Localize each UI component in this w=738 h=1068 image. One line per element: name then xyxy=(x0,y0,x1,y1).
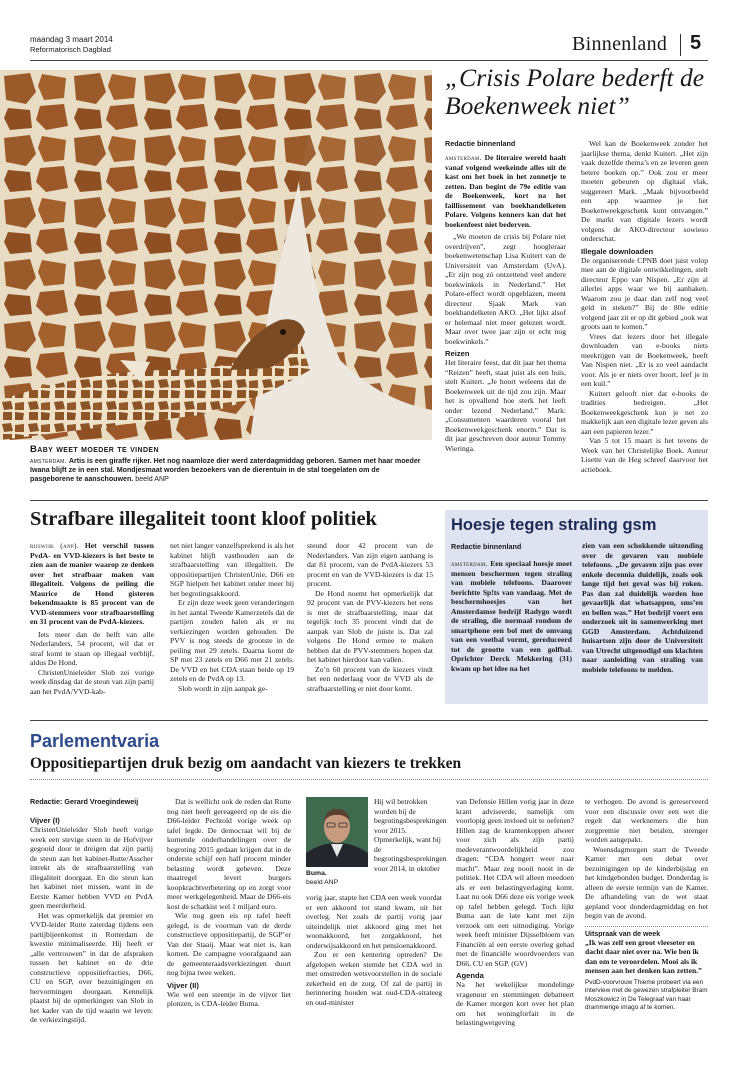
buma-caption-name: Buma. xyxy=(306,870,327,877)
parlementaria-paragraph: Het was opmerkelijk dat premier en VVD-leider Rutte zaterdag tijdens een partijbijeenkomst in Rotterdam de kwestie minimaliseerde. Hij heeft er „alle vertrouwen” in dat de afspraken tussen het kabinet en de drie constructieve oppositiefracties, D66, CU en SGP, over bezuinigingen en hervormingen doorgaan. Kennelijk plaatst hij de opmerkingen van Slob in het kader van de tijd waarin we leven: de verkiezingstijd. xyxy=(30,910,153,1024)
parlementaria-column-1 xyxy=(30,797,153,1025)
polare-paragraph: Vrees dat lezers door het illegale downloaden van e-books niets meekrijgen van de Boekenweek, heeft Van Nispen niet. „Er is zo veel aandacht voor. Als je er niets over hoort, leef je in een kuil.” xyxy=(581,331,708,388)
header-divider xyxy=(680,34,681,56)
strafbare-paragraph: Zo’n 60 procent van de kiezers vindt het een nederlaag voor de VVD als de strafbaarstelling er niet door komt. xyxy=(307,664,433,693)
parlementaria-byline: Redactie: Gerard Vroegindeweij xyxy=(30,797,139,806)
parlementaria-paragraph: Dat is wellicht ook de reden dat Rutte nog niet heeft gereageerd op de eis die D66-leider Pechtold vorige week op tafel legde. De democraat wil bij de komende onderhandelingen over de begroting 2015 gedaan krijgen dat in de onderste schijf een half procent minder belasting wordt geheven. Deze maatregel levert burgers koopkrachtverbetering op en zorgt voor meer werkgelegenheid. Maar de D66-eis kost de schatkist wel 1 miljard euro. xyxy=(167,797,291,911)
parlementaria-column-2 xyxy=(167,797,291,1009)
quote-label: Uitspraak van de week xyxy=(585,930,661,938)
parlementaria-column-3 xyxy=(306,893,442,1007)
header-publication: Reformatorisch Dagblad xyxy=(30,45,111,54)
strafbare-column-2 xyxy=(170,541,294,693)
photo-caption-dateline: amsterdam. xyxy=(30,457,67,465)
parlementaria-paragraph: Woensdagmorgen start de Tweede Kamer met een debat over bezuinigingen op de kinderbijslag en het kindgebonden budget. Donderdag is alleen de eerste termijn van de Kamer. De afhandeling van de wet staat gepland voor donderdagmiddag en het begin van de avond. xyxy=(585,844,708,920)
polare-paragraph: Van 5 tot 15 maart is het tevens de Week van het Christelijke Boek. Auteur Lisette van de Heg schreef daarvoor het actieboek. xyxy=(581,436,708,474)
buma-photo-caption xyxy=(306,870,368,887)
quote-attribution: PvdD-voorvrouw Thieme probeert via een interview met de gewezen strafpleiter Bram Moszkowicz in De Telegraaf van haar drammerige imago af te komen. xyxy=(585,978,708,1012)
header-date: maandag 3 maart 2014 xyxy=(30,35,113,44)
section-rule xyxy=(30,720,708,721)
dotted-rule xyxy=(585,926,708,927)
parlementaria-column-3-top xyxy=(374,797,447,873)
parlementaria-paragraph: Wie wel een steentje in de vijver liet plonzen, is CDA-leider Buma. xyxy=(167,989,291,1008)
subheading-vijver-2: Vijver (II) xyxy=(167,980,199,990)
parlementaria-paragraph: ChristenUnieleider Slob heeft vorige week een stevige steen in de Hofvijver gegooid door te dreigen dat zijn partij de steun aan het kabinet-Rutte/Asscher intrekt als de strafbaarstelling van illegaliteit doorgaat. En die steun kan het kabinet niet missen, want in de Eerste Kamer hebben VVD en PvdA geen meerderheid. xyxy=(30,825,153,910)
photo-caption xyxy=(30,444,425,484)
subheading-vijver-1: Vijver (I) xyxy=(30,816,60,825)
parlementaria-paragraph: Wie nog geen eis op tafel heeft gelegd, is de voorman van de derde constructieve oppositiepartij, de SGP’er Van der Staaij. Maar wat niet is, kan komen. De campagne voorafgaand aan de gemeenteraadsverkiezingen duurt nog bijna twee weken. xyxy=(167,911,291,977)
parlementaria-paragraph: Na het wekelijkse mondelinge vragenuur en stemmingen debatteert de Kamer morgen kort over het plan om het woningforfait in de belastingwetgeving xyxy=(456,980,574,1027)
buma-caption-credit: beeld ANP xyxy=(306,878,339,886)
strafbare-paragraph: net niet langer vanzelfsprekend is als het kabinet blijft vasthouden aan de strafbaarstelling van illegaliteit. De oppositiepartijen ChristenUnie, D66 en SGP hielpen het kabinet onder meer bij het begrotingsakkoord. xyxy=(170,541,294,598)
quote-text: „Ik was zelf een groot vleeseter en dacht daar niet over na. Wie ben ik dan om te veroordelen. Mooi als ik mensen aan het denken kan zetten.” xyxy=(585,937,702,975)
hoesje-byline: Redactie binnenland xyxy=(451,542,522,551)
parlementaria-paragraph: Hij wil betrokken worden bij de begrotingsbesprekingen voor 2015. Opmerkelijk, want bij de begrotingsbesprekingen voor 2014, in oktober xyxy=(374,797,447,873)
strafbare-paragraph: ChristenUnieleider Slob zei vorige week dinsdag dat de steun van zijn partij aan het PvdA/VVD-kab- xyxy=(30,667,154,696)
photo-caption-title: Baby weet moeder te vinden xyxy=(30,444,159,455)
parlementaria-paragraph: van Defensie Hillen vorig jaar in deze krant adviseerde, namelijk om voorlopig geen invloed uit te oefenen? Hillen zag de krantenkoppen alweer voor zich als zijn partij medeverantwoordelijkheid zou dragen: “CDA hongert weer naar macht”. Maar zeg nooit nooit in de politiek. Het CDA wil alleen meedoen als er een belastingverlaging komt. Laat nu ook D66 deze eis vorige week op tafel hebben gelegd. Toch lijkt Buma aan de late kant met zijn verzoek om een uitnodiging. Vorige week heeft minister Dijsselbloem van Financiën al een eerste overleg gehad met de financiële woordvoerders van D66, CU en SGP. (GV) xyxy=(456,797,574,968)
buma-photo xyxy=(306,797,368,867)
polare-subheading-reizen: Reizen xyxy=(445,349,470,358)
strafbare-paragraph: De Hond noemt het opmerkelijk dat 92 procent van de PVV-kiezers het eens is met de strafbaarstelling, maar dat tegelijk toch 35 procent vindt dat de aanpak van Slob de juiste is. Dat zal volgens De Hond ermee te maken hebben dat de PVV-stemmers hopen dat het kabinet hierdoor kan vallen. xyxy=(307,588,433,664)
parlementaria-paragraph: Zou er een kentering optreden? De afgelopen weken stemde het CDA wel in met omstreden wetsvoorstellen in de sociale zekerheid en de zorg. Of zal de partij in herinnering houden wat oud-CDA-strateeg en oud-minister xyxy=(306,950,442,1007)
hoesje-column-1 xyxy=(451,559,572,673)
strafbare-paragraph: steund door 42 procent van de Nederlanders. Van zijn eigen aanhang is dat 81 procent, van de PvdA-kiezers 53 procent en van de VVD-kiezers is dat 15 procent. xyxy=(307,541,433,588)
photo-caption-text: Artis is een giraffe rijker. Het nog naamloze dier werd zaterdagmiddag geboren. Samen met haar moeder Iwana blijft ze in een stal. Mondjesmaat worden bezoekers van de dierentuin in de stal toegelaten om de pasgeborene te aanschouwen. xyxy=(30,457,421,483)
polare-lead: De literaire wereld haalt vanaf volgend weekeinde alles uit de kast om het boek in het zonnetje te zetten. Dan begint de 79e editie van de Boekenweek, kort na het faillissement van boekhandelketen Polare. Volgens kenners kan dat het boekenfeest niet bederven. xyxy=(445,153,566,229)
hoesje-dateline: amsterdam. xyxy=(451,559,488,568)
strafbare-paragraph: Iets meer dan de helft van alle Nederlanders, 54 procent, wil dat er straf komt te staan op illegaal verblijf, aldus De Hond. xyxy=(30,629,154,667)
parlementaria-paragraph: te verhogen. De avond is gereserveerd voor een discussie over een wet die regelt dat werknemers die hun zorgpremie niet betalen, strenger worden aangepakt. xyxy=(585,797,708,844)
polare-paragraph: Het literaire feest, dat dit jaar het thema “Reizen” heeft, staat juist als een huis, stelt Kuitert. „Je hoort weleens dat de Boekenweek uit de tijd zou zijn. Maar het is opvallend hoe sterk het leeft onder lezend Nederland.” Mark: „Consumenten waarderen vooral het Boekenweekgeschenk enorm.” Dat is dit jaar geschreven door auteur Tommy Wieringa. xyxy=(445,358,566,453)
strafbare-paragraph: Er zijn deze week geen veranderingen in het aantal Tweede Kamerzetels dat de partijen zouden halen als er nu verkiezingen worden gehouden. De PVV is nog steeds de grootste in de peiling met 29 zetels. Daarna komt de SP met 23 zetels en D66 met 21 zetels. De VVD en het CDA staan beide op 19 zetels en de PvdA op 13. xyxy=(170,598,294,683)
parlementaria-kicker: Parlementvaria xyxy=(30,731,160,751)
parlementaria-headline: Oppositiepartijen druk bezig om aandacht van kiezers te trekken xyxy=(30,755,462,772)
hoesje-text: Een speciaal hoesje moet mensen beschermen tegen straling van mobiele telefoons. Daarover berichtte Sp!ts van vandaag. Met de beschermhoesjes van het Amsterdamse bedrijf Radygo wordt de straling, die normaal rondom de smartphone een bol met de omvang van een voetbal vormt, gereduceerd tot de grootte van een golfbal. Oprichter Derck Mekkering (31) kwam op het idee na het xyxy=(451,559,572,673)
parlementaria-paragraph: vorig jaar, stapte het CDA een week voordat er een akkoord tot stand kwam, uit het overleg. Net zoals de partij vorig jaar uiteindelijk niet akkoord ging met het woonakkoord, het zorgakkoord, het onderwijsakkoord en het pensioenakkoord. xyxy=(306,893,442,950)
polare-headline: „Crisis Polare bederft de Boekenweek niet” xyxy=(445,63,705,120)
giraffe-photo xyxy=(0,70,432,440)
section-title: Binnenland xyxy=(572,33,668,55)
parlementaria-column-4 xyxy=(456,797,574,1028)
section-rule xyxy=(30,500,708,501)
hoesje-text: zien van een schokkende uitzending over de gevaren van mobiele telefoons. „De gevaren zijn pas over enkele decennia duidelijk, zoals ook lange tijd het geval was bij roken. Pas dan zal duidelijk worden hoe gevaarlijk dat whatsappen, sms’en en bellen was.” Het bedrijf voert een onderzoek uit in samenwerking met GGD Amsterdam. Achtduizend huisartsen zijn door de Universiteit van Utrecht uitgenodigd om klachten naar aanleiding van straling van mobiele telefoons te melden. xyxy=(582,541,703,674)
polare-column-1 xyxy=(445,153,566,453)
strafbare-column-3 xyxy=(307,541,433,693)
polare-subheading-downloaden: Illegale downloaden xyxy=(581,246,654,256)
hoesje-headline: Hoesje tegen straling gsm xyxy=(451,516,657,534)
polare-dateline: amsterdam. xyxy=(445,153,482,162)
strafbare-column-1 xyxy=(30,541,154,696)
parlementaria-column-5 xyxy=(585,797,708,1013)
polare-paragraph: De organiserende CPNB doet juist volop mee aan de digitale ontwikkelingen, stelt directeur Eppo van Nispen. „Er zijn al allerlei apps waar we bij aanhaken. Waarom zou je daar dan zelf nog veel geld in steken?” Bij de 80e editie volgend jaar zit er op dit gebied „ook wat groots aan te komen.” xyxy=(581,255,708,331)
strafbare-headline: Strafbare illegaliteit toont kloof politiek xyxy=(30,508,377,530)
subheading-agenda: Agenda xyxy=(456,971,484,980)
polare-column-2 xyxy=(581,139,708,474)
hoesje-column-2 xyxy=(582,541,703,674)
photo-caption-credit: beeld ANP xyxy=(135,475,169,483)
dotted-rule xyxy=(30,779,708,780)
strafbare-lead: Het verschil tussen PvdA- en VVD-kiezers is het beste te zien aan de manier waarop ze denken over het strafbaar maken van illegaliteit. Volgens de peiling die Maurice de Hond gisteren bekendmaakte is 85 procent van de VVD-stemmers voor strafbaarstelling en 31 procent van de PvdA-kiezers. xyxy=(30,541,154,626)
page-number: 5 xyxy=(690,32,702,54)
polare-byline: Redactie binnenland xyxy=(445,139,516,148)
polare-paragraph: Wel kan de Boekenweek zonder het jaarlijkse thema, denkt Kuitert. „Het zijn vaak dezelfde thema’s en ze leveren geen betere boeken op.” Ook zou er meer moeten gebeuren op digitaal vlak, suggereert Mark. „Maak bijvoorbeeld een app waarmee je het Boekenweekgeschenk kunt ontvangen.” De markt van digitale lezers wordt volgens de AKO-directeur sowieso onderschat. xyxy=(581,139,708,243)
polare-paragraph: Kuitert gelooft niet dat e-books de tradities bedreigen. „Het Boekenweekgeschenk kun je net zo makkelijk aan een digitale lezer geven als aan een papieren lezer.” xyxy=(581,388,708,436)
strafbare-dateline: rijswijk (anp). xyxy=(30,541,79,550)
strafbare-paragraph: Slob wordt in zijn aanpak ge- xyxy=(178,683,268,693)
header-rule xyxy=(30,60,708,61)
polare-paragraph: „We moeten de crisis bij Polare niet overdrijven”, zegt hoogleraar boekenwetenschap Lisa Kuitert van de Universiteit van Amsterdam (UvA). „Er zijn nog zó ontzettend veel andere boekwinkels in Nederland.” Het Polare-effect wordt opgeblazen, meent directeur Sjaak Mark van boekhandelketen AKO. „Het lijkt alsof er helemaal niet meer gelezen wordt. Maar over twee jaar zijn er echt nog boekwinkels.” xyxy=(445,232,566,346)
